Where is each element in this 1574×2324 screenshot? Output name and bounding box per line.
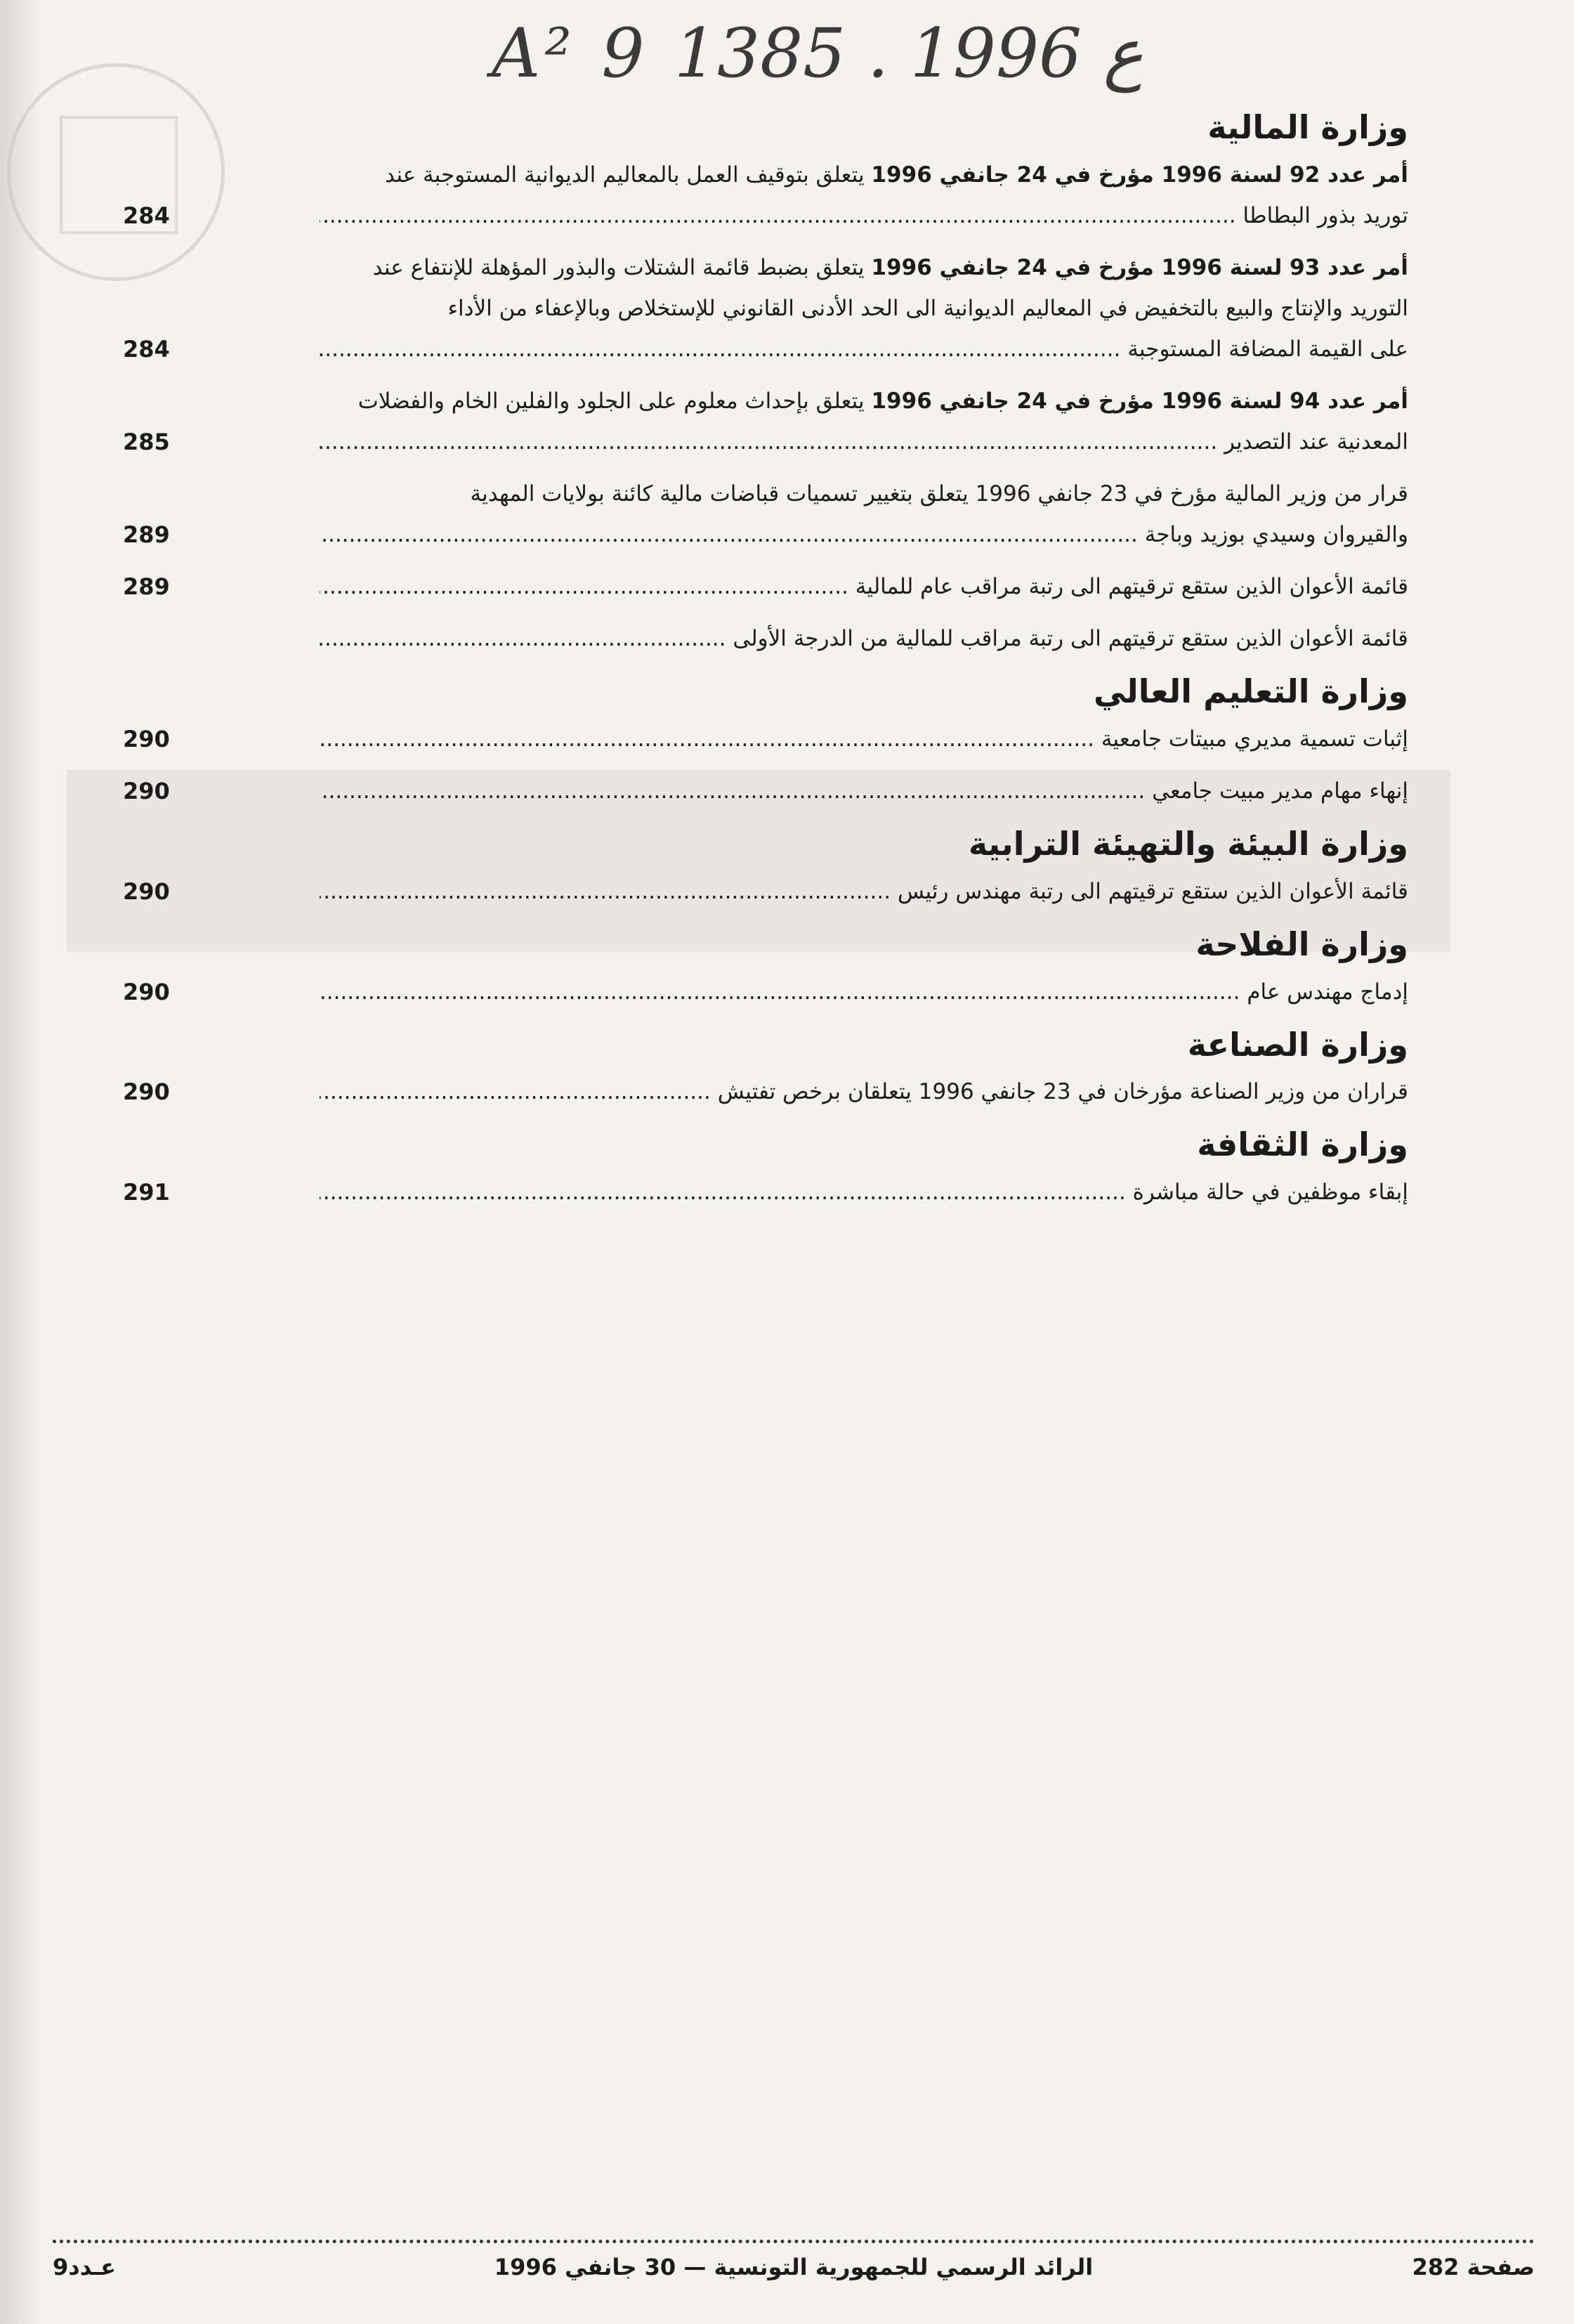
entry-last-line-text: قائمة الأعوان الذين ستقع ترقيتهم الى رتبة مراقب للمالية من الدرجة الأولى ..... [320, 626, 1408, 651]
entry-last-line-text: إدماج مهندس عام ..... [320, 979, 1408, 1005]
entry-last-line-text: إبقاء موظفين في حالة مباشرة ..... [320, 1180, 1408, 1205]
entry-last-line-text: إثبات تسمية مديري مبيتات جامعية ..... [320, 726, 1408, 752]
entry-text: يتعلق بإحداث معلوم على الجلود والفلين الخام والفضلات [358, 388, 865, 414]
entry-last-line [320, 618, 1408, 659]
entry-page-number: 289 [123, 573, 170, 600]
entry-page-number: 285 [123, 428, 170, 455]
entry-page-number: 284 [123, 335, 170, 363]
entry-last-line [320, 972, 1408, 1012]
entry-decree-ref: أمر عدد 94 لسنة 1996 مؤرخ في 24 جانفي 1996 [871, 388, 1408, 414]
entry-page-number: 291 [123, 1179, 170, 1206]
footer-journal-title: الرائد الرسمي للجمهورية التونسية — 30 جانفي 1996 [494, 2254, 1094, 2280]
entry-page-number: 289 [123, 521, 170, 548]
ministry-heading: وزارة الفلاحة [1195, 925, 1408, 963]
entry-page-number: 290 [123, 777, 170, 804]
entry-last-line-text: المعدنية عند التصدير ..... [320, 429, 1408, 455]
entry-page-number: 290 [123, 978, 170, 1005]
toc-entry [123, 871, 1408, 912]
footer-issue-number: عـدد9 [53, 2254, 116, 2280]
entry-last-line-text: والقيروان وسيدي بوزيد وباجة ..... [320, 522, 1408, 547]
toc-entry [123, 381, 1408, 462]
toc-entry [123, 1071, 1408, 1112]
entry-page-number: 290 [123, 1078, 170, 1106]
toc-entry [123, 1172, 1408, 1213]
entry-last-line [320, 422, 1408, 462]
entry-page-number: 284 [123, 202, 170, 229]
ministry-section [123, 672, 1408, 811]
toc-entry [123, 247, 1408, 370]
entry-last-line-text: إنهاء مهام مدير مبيت جامعي ..... [320, 778, 1408, 804]
entry-page-number: 290 [123, 725, 170, 752]
ministry-heading: وزارة الصناعة [1187, 1025, 1408, 1064]
page-edge-shadow [0, 0, 42, 2324]
entry-last-line-text: على القيمة المضافة المستوجبة ..... [320, 337, 1408, 362]
entry-text: يتعلق بضبط قائمة الشتلات والبذور المؤهلة للإنتفاع عند التوريد والإنتاج والبيع بالتخفيض في المعاليم الديوانية الى الحد الأدنى القانوني للإستخلاص وبالإعفاء من الأداء [372, 254, 1408, 321]
ministry-heading: وزارة التعليم العالي [1093, 672, 1408, 710]
ministry-section [123, 1025, 1408, 1113]
toc-entry [123, 474, 1408, 555]
footer-rule [53, 2240, 1535, 2243]
entry-last-line [320, 871, 1408, 912]
entry-last-line [320, 1071, 1408, 1112]
entry-description [320, 155, 1408, 195]
ministry-section [123, 1125, 1408, 1213]
entry-decree-ref: أمر عدد 93 لسنة 1996 مؤرخ في 24 جانفي 1996 [871, 254, 1408, 280]
ministry-heading: وزارة المالية [1207, 108, 1408, 146]
entry-decree-ref: أمر عدد 92 لسنة 1996 مؤرخ في 24 جانفي 1996 [871, 162, 1408, 188]
entry-last-line-text: قراران من وزير الصناعة مؤرخان في 23 جانفي 1996 يتعلقان برخص تفتيش ..... [320, 1079, 1408, 1104]
ministry-section [123, 108, 1408, 659]
footer-page-number: صفحة 282 [1412, 2254, 1535, 2280]
entry-last-line [320, 719, 1408, 759]
entry-last-line-text: قائمة الأعوان الذين ستقع ترقيتهم الى رتبة مراقب عام للمالية ..... [320, 574, 1408, 599]
toc-entry [123, 771, 1408, 811]
entry-last-line [320, 566, 1408, 607]
entry-last-line-text: قائمة الأعوان الذين ستقع ترقيتهم الى رتبة مهندس رئيس ..... [320, 879, 1408, 904]
table-of-contents [123, 108, 1408, 1227]
toc-entry [123, 566, 1408, 607]
entry-page-number: 290 [123, 877, 170, 905]
entry-text: قرار من وزير المالية مؤرخ في 23 جانفي 1996 يتعلق بتغيير تسميات قباضات مالية كائنة بولايات المهدية [470, 481, 1408, 507]
toc-entry [214, 618, 1408, 659]
entry-description [320, 474, 1408, 514]
entry-last-line [320, 771, 1408, 811]
entry-last-line [320, 1172, 1408, 1213]
entry-last-line [320, 514, 1408, 555]
entry-last-line [320, 195, 1408, 236]
toc-entry [123, 719, 1408, 759]
page-footer [53, 2254, 1535, 2296]
faded-stamp [7, 63, 225, 281]
ministry-heading: وزارة الثقافة [1197, 1125, 1408, 1164]
ministry-section [123, 925, 1408, 1012]
ministry-section [123, 824, 1408, 912]
handwritten-annotation: A² 9 ع 1996 . 1385 [492, 14, 1143, 93]
entry-text: يتعلق بتوقيف العمل بالمعاليم الديوانية المستوجبة عند [385, 162, 865, 188]
entry-description [320, 381, 1408, 422]
toc-entry [123, 972, 1408, 1012]
entry-last-line-text: توريد بذور البطاطا ..... [320, 203, 1408, 228]
toc-entry [123, 155, 1408, 236]
entry-description [320, 247, 1408, 329]
ministry-heading: وزارة البيئة والتهيئة الترابية [968, 824, 1408, 863]
entry-last-line [320, 329, 1408, 370]
